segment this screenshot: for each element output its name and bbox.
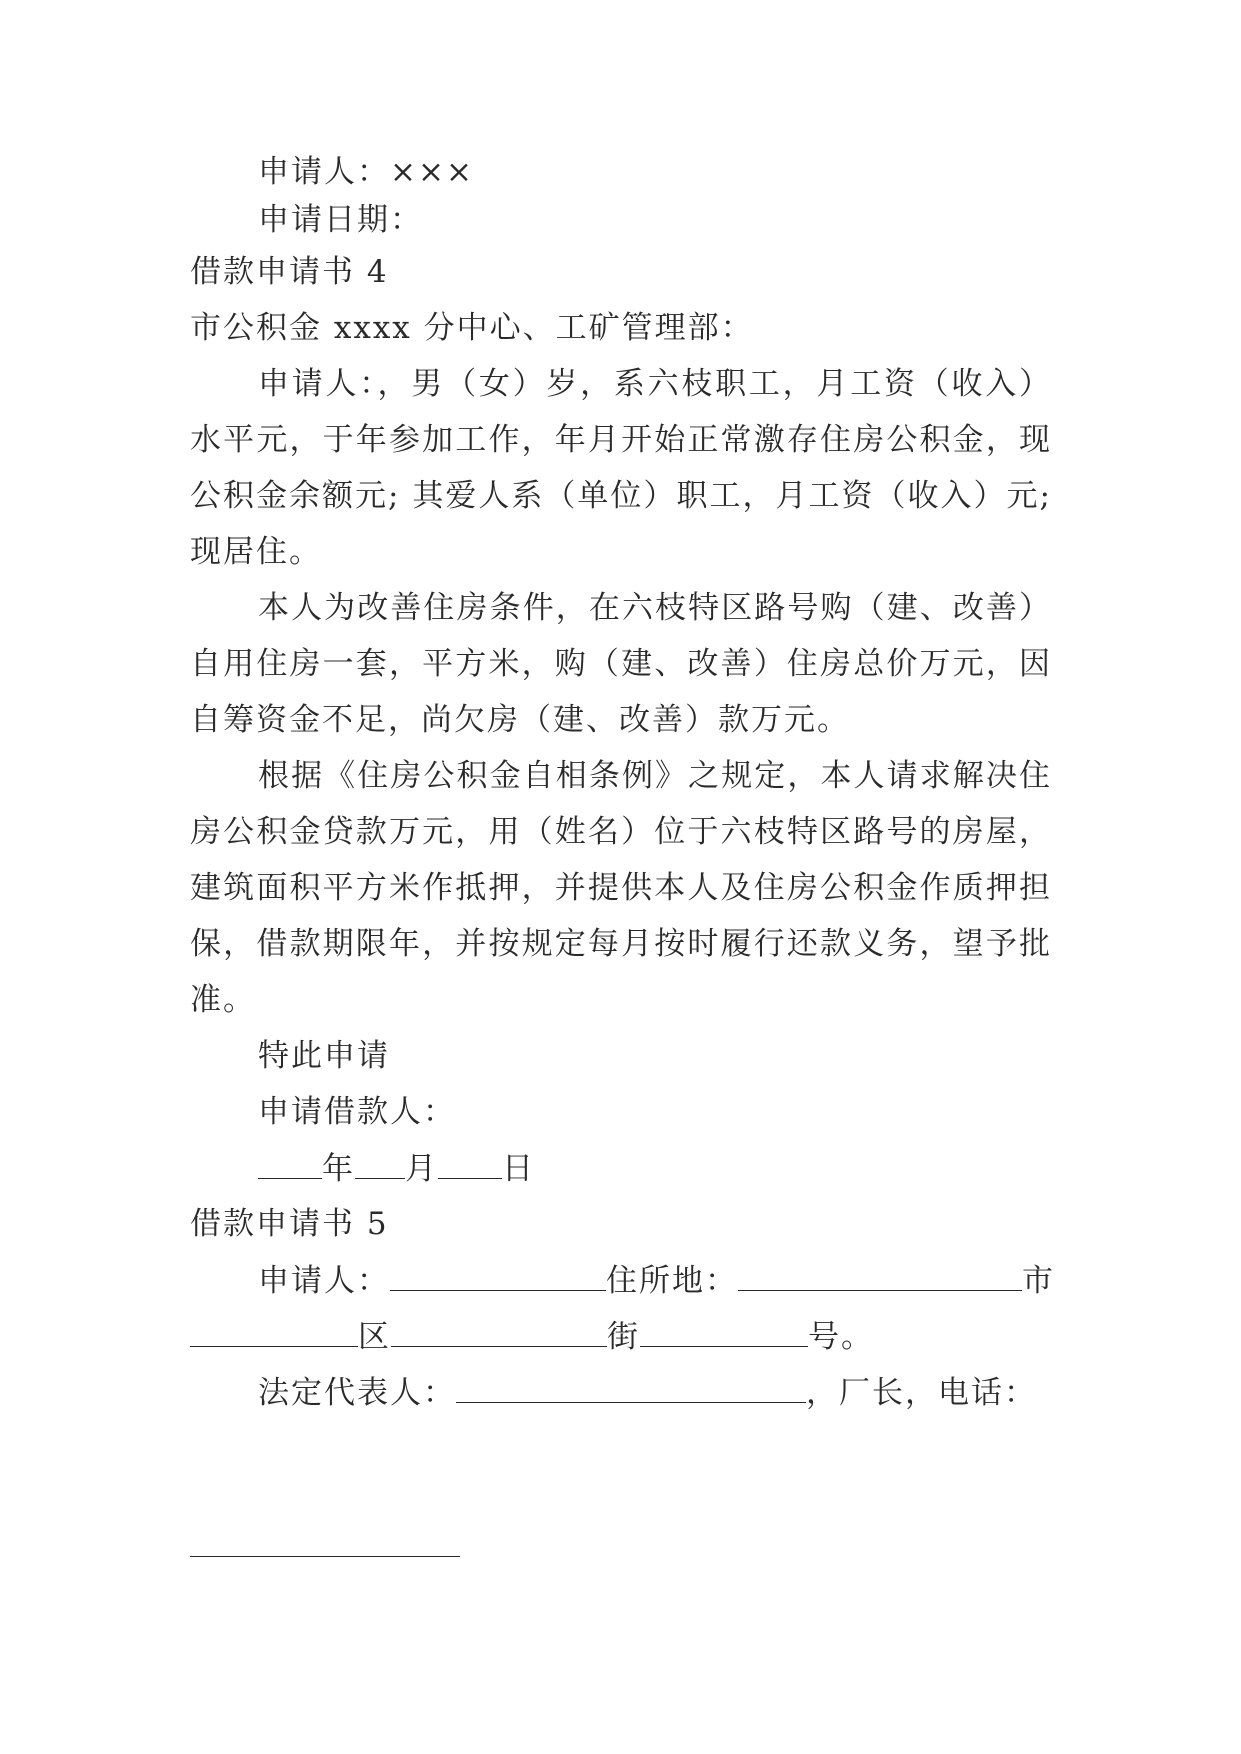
street-label: 街 (607, 1319, 640, 1355)
paragraph-1-line-3: 公积金余额元; 其爱人系（单位）职工，月工资（收入）元; (190, 478, 1052, 514)
month-label: 月 (405, 1151, 438, 1187)
paragraph-3-line-4: 保，借款期限年，并按规定每月按时履行还款义务，望予批 (190, 926, 1052, 962)
applicant-line: 申请人：××× (258, 154, 474, 190)
city-label: 市 (1022, 1263, 1055, 1299)
paragraph-1-line-2: 水平元，于年参加工作，年月开始正常激存住房公积金，现 (190, 422, 1052, 458)
paragraph-3-line-1: 根据《住房公积金自相条例》之规定，本人请求解决住 (258, 758, 1052, 794)
addressee-line: 市公积金 xxxx 分中心、工矿管理部： (190, 310, 754, 346)
number-label: 号。 (808, 1319, 874, 1355)
district-label: 区 (358, 1319, 391, 1355)
year-label: 年 (322, 1151, 355, 1187)
section-title-4: 借款申请书 4 (190, 254, 389, 290)
street-blank[interactable] (640, 1316, 808, 1347)
apply-date-line: 申请日期： (258, 202, 423, 238)
phone-blank[interactable] (190, 1556, 460, 1557)
paragraph-3-line-2: 房公积金贷款万元，用（姓名）位于六枝特区路号的房屋， (190, 814, 1052, 850)
address-line (190, 1316, 874, 1357)
applicant-residence-line (258, 1260, 1055, 1301)
day-blank[interactable] (438, 1148, 502, 1179)
closing-line: 特此申请 (258, 1038, 390, 1074)
paragraph-2-line-1: 本人为改善住房条件，在六枝特区路号购（建、改善） (258, 590, 1052, 626)
month-blank[interactable] (355, 1148, 405, 1179)
district-blank[interactable] (391, 1316, 607, 1347)
applicant-blank[interactable] (390, 1260, 606, 1291)
year-blank[interactable] (258, 1148, 322, 1179)
city-blank[interactable] (190, 1316, 358, 1347)
factory-head-label: ，厂长，电话： (806, 1375, 1037, 1411)
paragraph-1-line-4: 现居住。 (190, 534, 322, 570)
applicant-label: 申请人： (258, 1263, 390, 1299)
borrower-line: 申请借款人： (258, 1094, 456, 1130)
legal-rep-line (258, 1372, 1037, 1413)
residence-label: 住所地： (606, 1263, 738, 1299)
residence-blank[interactable] (738, 1260, 1022, 1291)
paragraph-3-line-3: 建筑面积平方米作抵押，并提供本人及住房公积金作质押担 (190, 870, 1052, 906)
paragraph-3-line-5: 准。 (190, 982, 256, 1018)
paragraph-1-line-1: 申请人：，男（女）岁，系六枝职工，月工资（收入） (258, 366, 1052, 402)
day-label: 日 (502, 1151, 535, 1187)
legal-rep-blank[interactable] (456, 1372, 806, 1403)
date-line (258, 1148, 535, 1189)
section-title-5: 借款申请书 5 (190, 1206, 389, 1242)
legal-rep-label: 法定代表人： (258, 1375, 456, 1411)
paragraph-2-line-3: 自筹资金不足，尚欠房（建、改善）款万元。 (190, 702, 850, 738)
paragraph-2-line-2: 自用住房一套，平方米，购（建、改善）住房总价万元，因 (190, 646, 1052, 682)
